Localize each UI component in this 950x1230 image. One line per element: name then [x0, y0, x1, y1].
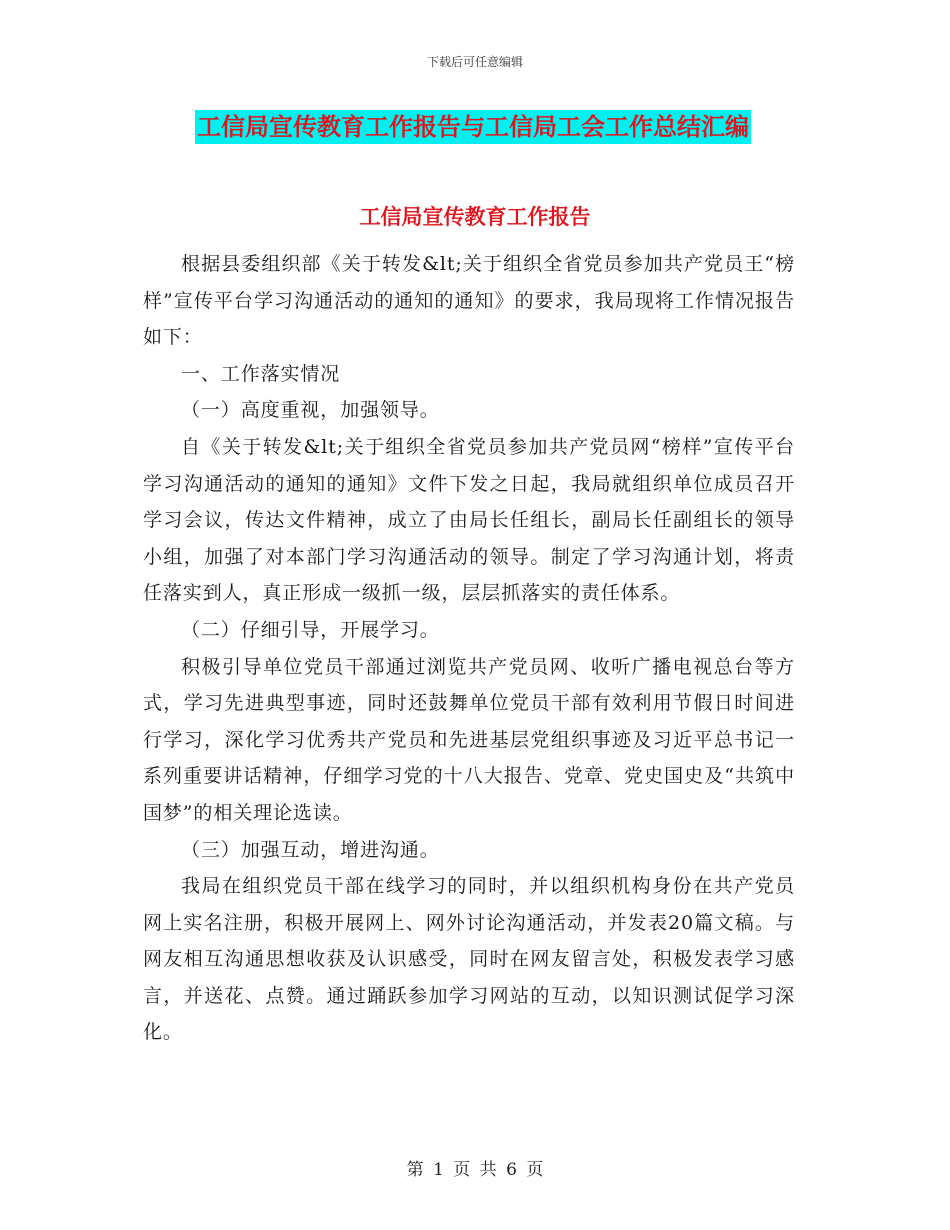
header-note: 下载后可任意编辑: [426, 55, 523, 69]
heading-work-implementation: 一、工作落实情况: [181, 362, 341, 385]
subheading-guidance: （二）仔细引导，开展学习。: [181, 618, 440, 641]
paragraph-intro: 根据县委组织部《关于转发&lt;关于组织全省党员参加共产党员王“榜样”宣传平台学习沟通活动的通知的通知》的要求，我局现将工作情况报告如下：: [143, 253, 795, 349]
subheading-interaction: （三）加强互动，增进沟通。: [181, 838, 440, 861]
paragraph-interaction: 我局在组织党员干部在线学习的同时，并以组织机构身份在共产党员网上实名注册，积极开展网上、网外讨论沟通活动，并发表20篇文稿。与网友相互沟通思想收获及认识感受，同时在网友留言处，积极发表学习感言，并送花、点赞。通过踊跃参加学习网站的互动，以知识测试促学习深化。: [143, 875, 795, 1044]
page-number: 第 1 页 共 6 页: [406, 1160, 544, 1180]
paragraph-guidance: 积极引导单位党员干部通过浏览共产党员网、收听广播电视总台等方式，学习先进典型事迹，同时还鼓舞单位党员干部有效利用节假日时间进行学习，深化学习优秀共产党员和先进基层党组织事迹及习近平总书记一系列重要讲话精神，仔细学习党的十八大报告、党章、党史国史及“共筑中国梦”的相关理论选读。: [143, 655, 795, 824]
paragraph-leadership: 自《关于转发&lt;关于组织全省党员参加共产党员网“榜样”宣传平台学习沟通活动的通知的通知》文件下发之日起，我局就组织单位成员召开学习会议，传达文件精神，成立了由局长任组长，副局长任副组长的领导小组，加强了对本部门学习沟通活动的领导。制定了学习沟通计划，将责任落实到人，真正形成一级抓一级，层层抓落实的责任体系。: [143, 435, 795, 605]
document-body: [143, 246, 795, 1051]
document-title: 工信局宣传教育工作报告与工信局工会工作总结汇编: [195, 110, 751, 144]
subheading-leadership: （一）高度重视，加强领导。: [181, 399, 440, 422]
section-title: 工信局宣传教育工作报告: [359, 204, 591, 229]
